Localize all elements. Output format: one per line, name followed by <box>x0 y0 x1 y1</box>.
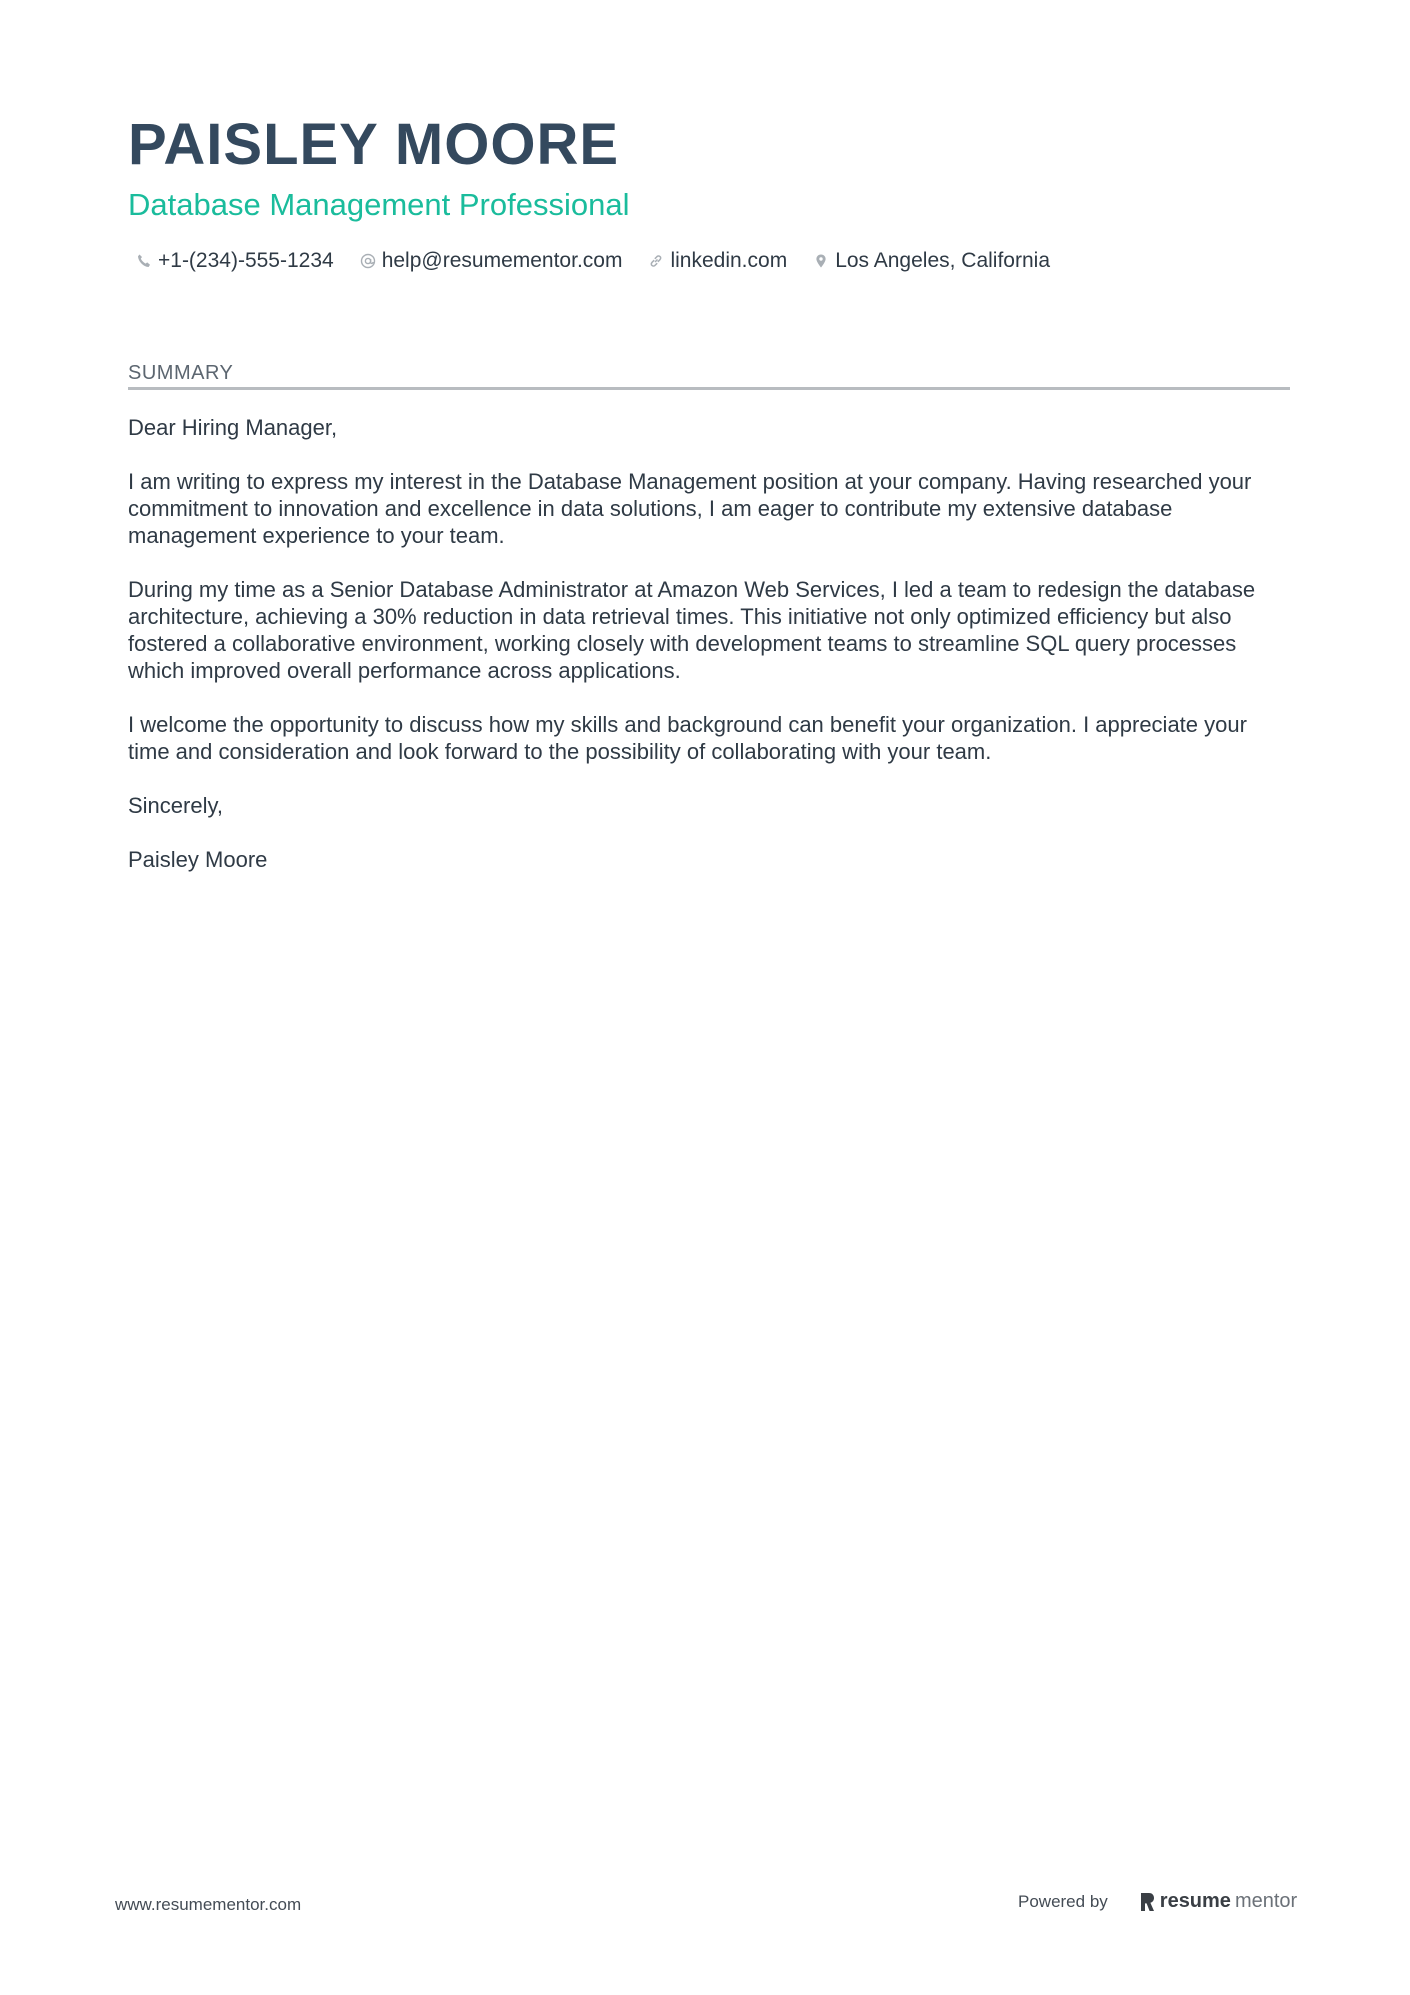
section-title-summary: SUMMARY <box>128 362 234 384</box>
letter-greeting: Dear Hiring Manager, <box>128 415 338 440</box>
contact-website <box>648 246 787 276</box>
footer-website[interactable]: www.resumementor.com <box>115 1895 302 1914</box>
email-text: help@resumementor.com <box>381 249 623 272</box>
letter-paragraph: During my time as a Senior Database Administrator at Amazon Web Services, I led a team to redesign the database architecture, achieving a 30% reduction in data retrieval times. This initiative not only optimized efficiency but also fostered a collaborative environment, working closely with development teams to streamline SQL query processes which improved overall performance across applications. <box>128 577 1256 683</box>
website-text: linkedin.com <box>670 249 788 272</box>
brand-name-bold: resume <box>1159 1890 1231 1912</box>
powered-by-label: Powered by <box>1018 1891 1108 1911</box>
letter-signature: Paisley Moore <box>128 847 268 872</box>
phone-text: +1-(234)-555-1234 <box>158 249 334 272</box>
letter-paragraph: I am writing to express my interest in the Database Management position at your company. Having researched your commitment to innovation and excellence in data solutions, I am eager to contribute my extensive database management experience to your team. <box>128 469 1252 548</box>
letter-body <box>128 414 1288 900</box>
candidate-name: PAISLEY MOORE <box>128 112 620 177</box>
link-icon <box>648 253 664 269</box>
letter-paragraph: I welcome the opportunity to discuss how my skills and background can benefit your organization. I appreciate your time and consideration and look forward to the possibility of collaborating with your team. <box>128 712 1247 764</box>
map-pin-icon <box>813 253 829 269</box>
brand-name-rest: mentor <box>1234 1890 1298 1912</box>
contact-phone <box>136 246 334 276</box>
contact-bar <box>136 246 1050 276</box>
brand-logo[interactable] <box>1138 1890 1297 1913</box>
letter-closing: Sincerely, <box>128 793 223 818</box>
contact-email <box>360 246 623 276</box>
at-sign-icon <box>360 253 376 269</box>
resumementor-logo-icon <box>1138 1891 1156 1913</box>
section-divider <box>128 387 1290 390</box>
contact-location <box>813 246 1050 276</box>
candidate-title: Database Management Professional <box>128 187 630 222</box>
footer-branding <box>1018 1890 1297 1913</box>
phone-icon <box>136 253 152 269</box>
location-text: Los Angeles, California <box>835 249 1051 272</box>
